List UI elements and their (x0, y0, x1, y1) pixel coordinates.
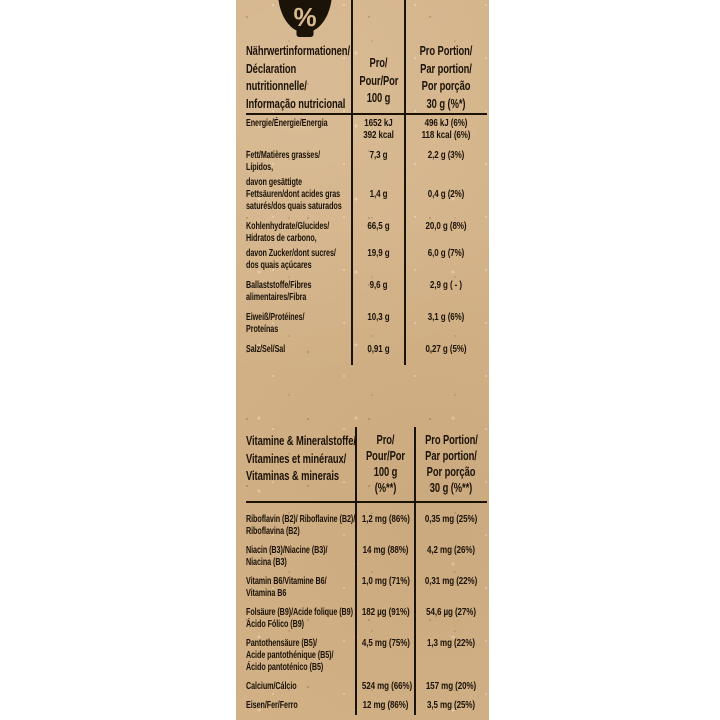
text-line: Vitamin B6/Vitamine B6/ (246, 576, 327, 587)
text-line: 6,0 g (7%) (427, 248, 465, 259)
value-per-portion (415, 681, 487, 693)
text-line: 0,35 mg (25%) (424, 514, 478, 525)
text-line: Informação nutricional (246, 95, 346, 111)
text-line: Proteínas (246, 324, 279, 335)
value-per-portion (415, 514, 487, 538)
header-per-portion-cell (415, 432, 487, 496)
text-line: 118 kcal (6%) (421, 130, 471, 141)
text-line: Salz/Sel/Sal (246, 344, 286, 355)
table-row (246, 248, 487, 272)
row-label (246, 514, 356, 538)
value-per-portion (405, 312, 487, 336)
text-line: Fettsäuren/dont acides gras (246, 189, 341, 200)
row-label (246, 150, 352, 174)
header-per-100g-cell (352, 42, 405, 112)
table-row (246, 221, 487, 245)
row-label (246, 638, 356, 674)
nutrition-table-body (246, 118, 487, 356)
text-line: Pro/ (376, 432, 395, 447)
text-line: Pro Portion/ (425, 432, 478, 447)
value-per-portion (415, 576, 487, 600)
text-line: saturés/dos quais saturados (246, 201, 342, 212)
table-row (246, 514, 487, 538)
text-line: Ácido Fólico (B9) (246, 619, 304, 630)
table-row (246, 150, 487, 174)
text-line: Energie/Énergie/Energia (246, 118, 328, 129)
value-per-100g (356, 514, 415, 538)
text-line: alimentaires/Fibra (246, 292, 307, 303)
text-line: 182 µg (91%) (361, 607, 410, 618)
text-line: 1,3 mg (22%) (427, 638, 475, 649)
text-line: Lípidos, (246, 162, 274, 173)
text-line: Déclaration (246, 60, 297, 76)
text-line: Vitamine & Mineralstoffe/ (246, 433, 356, 448)
text-line: 3,1 g (6%) (427, 312, 465, 323)
text-line: Par portion/ (425, 448, 477, 463)
table-row (246, 545, 487, 569)
text-line: 2,9 g ( - ) (429, 280, 462, 291)
table-row (246, 312, 487, 336)
table-row (246, 700, 487, 712)
value-per-100g (352, 344, 405, 356)
vitamins-table-body (246, 507, 487, 712)
row-label (246, 545, 356, 569)
value-per-portion (405, 280, 487, 304)
text-line: davon gesättigte (246, 177, 303, 188)
value-per-portion (415, 607, 487, 631)
row-label (246, 681, 356, 693)
value-per-portion (405, 221, 487, 245)
value-per-100g (352, 248, 405, 272)
text-line: 9,6 g (369, 280, 388, 291)
table-row (246, 177, 487, 213)
vitamins-table-header (246, 432, 487, 496)
text-line: 0,31 mg (22%) (424, 576, 478, 587)
row-label (246, 118, 352, 142)
text-line: Nährwertinformationen/ (246, 43, 350, 58)
text-line: 496 kJ (6%) (424, 118, 468, 129)
row-label (246, 177, 352, 213)
text-line: Niacin (B3)/Niacine (B3)/ (246, 545, 328, 556)
value-per-100g (356, 638, 415, 674)
text-line: Ácido pantoténico (B5) (246, 662, 324, 673)
text-line: Pour/Por (359, 72, 399, 88)
text-line: 524 mg (66%) (361, 681, 413, 692)
nutrition-table-header (246, 42, 487, 112)
value-per-portion (415, 638, 487, 674)
text-line: Riboflavin (B2)/ Riboflavine (B2)/ (246, 514, 356, 525)
text-line: 4,5 mg (75%) (361, 638, 410, 649)
text-line: 19,9 g (367, 248, 390, 259)
text-line: davon Zucker/dont sucres/ (246, 248, 336, 259)
text-line: 14 mg (88%) (362, 545, 409, 556)
row-label (246, 312, 352, 336)
value-per-100g (356, 607, 415, 631)
header-label-cell (246, 432, 356, 496)
text-line: Eisen/Fer/Ferro (246, 700, 298, 711)
text-line: Por porção (421, 78, 471, 93)
row-label (246, 700, 356, 712)
kraft-side-panel (236, 0, 489, 720)
table-row (246, 681, 487, 693)
text-line: Fett/Matières grasses/ (246, 150, 321, 161)
row-label (246, 576, 356, 600)
text-line: 0,27 g (5%) (425, 344, 467, 355)
row-label (246, 248, 352, 272)
value-per-100g (356, 700, 415, 712)
row-label (246, 344, 352, 356)
text-line: Vitaminas & minerais (246, 468, 340, 483)
text-line: 100 g (373, 464, 398, 479)
value-per-portion (405, 248, 487, 272)
text-line: 392 kcal (363, 130, 394, 141)
text-line: 0,4 g (2%) (427, 189, 465, 200)
text-line: 0,91 g (367, 344, 390, 355)
text-line: 66,5 g (367, 221, 390, 232)
text-line: 1,4 g (369, 189, 388, 200)
header-per-portion-cell (405, 42, 487, 112)
text-line: 1,0 mg (71%) (361, 576, 410, 587)
value-per-100g (352, 221, 405, 245)
text-line: 4,2 mg (26%) (427, 545, 475, 556)
text-line: Pro Portion/ (419, 43, 473, 58)
text-line: Pantothensäure (B5)/ (246, 638, 317, 649)
text-line: Pour/Por (366, 448, 405, 463)
table-row (246, 576, 487, 600)
text-line: Hidratos de carbono, (246, 233, 317, 244)
text-line: 3,5 mg (25%) (427, 700, 475, 711)
value-per-100g (352, 177, 405, 213)
text-line: 20,0 g (8%) (425, 221, 467, 232)
value-per-portion (405, 118, 487, 142)
text-line: (%**) (374, 480, 397, 495)
text-line: Calcium/Cálcio (246, 681, 297, 692)
text-line: nutritionnelle/ (246, 78, 307, 93)
text-line: Ballaststoffe/Fibres (246, 280, 312, 291)
row-label (246, 280, 352, 304)
value-per-100g (352, 280, 405, 304)
text-line: 157 mg (20%) (425, 681, 477, 692)
value-per-100g (352, 118, 405, 142)
value-per-portion (415, 700, 487, 712)
value-per-100g (352, 150, 405, 174)
table-row (246, 607, 487, 631)
text-line: 10,3 g (367, 312, 390, 323)
table-row (246, 638, 487, 674)
value-per-100g (352, 312, 405, 336)
nutrition-header-divider (246, 113, 487, 115)
table-row (246, 118, 487, 142)
text-line: 100 g (366, 90, 391, 105)
text-line: 54,6 µg (27%) (426, 607, 476, 618)
percent-bowl-icon (278, 0, 332, 38)
text-line: Niacina (B3) (246, 557, 287, 568)
value-per-portion (405, 344, 487, 356)
text-line: 2,2 g (3%) (427, 150, 465, 161)
value-per-100g (356, 576, 415, 600)
header-per-100g-cell (356, 432, 415, 496)
row-label (246, 607, 356, 631)
text-line: Vitamina B6 (246, 588, 287, 599)
text-line: Pro/ (369, 55, 388, 70)
text-line: Eiweiß/Protéines/ (246, 312, 305, 323)
value-per-portion (405, 177, 487, 213)
value-per-portion (415, 545, 487, 569)
text-line: dos quais açúcares (246, 260, 312, 271)
text-line: 1,2 mg (86%) (361, 514, 410, 525)
text-line: Vitamines et minéraux/ (246, 450, 347, 466)
text-line: Riboflavina (B2) (246, 526, 300, 537)
header-label-cell (246, 42, 352, 112)
table-row (246, 280, 487, 304)
value-per-100g (356, 681, 415, 693)
text-line: 7,3 g (369, 150, 388, 161)
text-line: Por porção (426, 464, 476, 479)
table-row (246, 344, 487, 356)
text-line: Folsäure (B9)/Acide folique (B9) (246, 607, 353, 618)
text-line: Par portion/ (420, 60, 472, 76)
value-per-100g (356, 545, 415, 569)
value-per-portion (405, 150, 487, 174)
text-line: 30 g (%*) (426, 95, 466, 111)
text-line: 30 g (%**) (429, 480, 473, 495)
text-line: Kohlenhydrate/Glucides/ (246, 221, 330, 232)
text-line: 1652 kJ (364, 118, 393, 129)
row-label (246, 221, 352, 245)
text-line: Acide pantothénique (B5)/ (246, 650, 334, 661)
text-line: 12 mg (86%) (362, 700, 409, 711)
vitamins-header-divider (246, 501, 487, 503)
percent-symbol: % (293, 2, 317, 32)
